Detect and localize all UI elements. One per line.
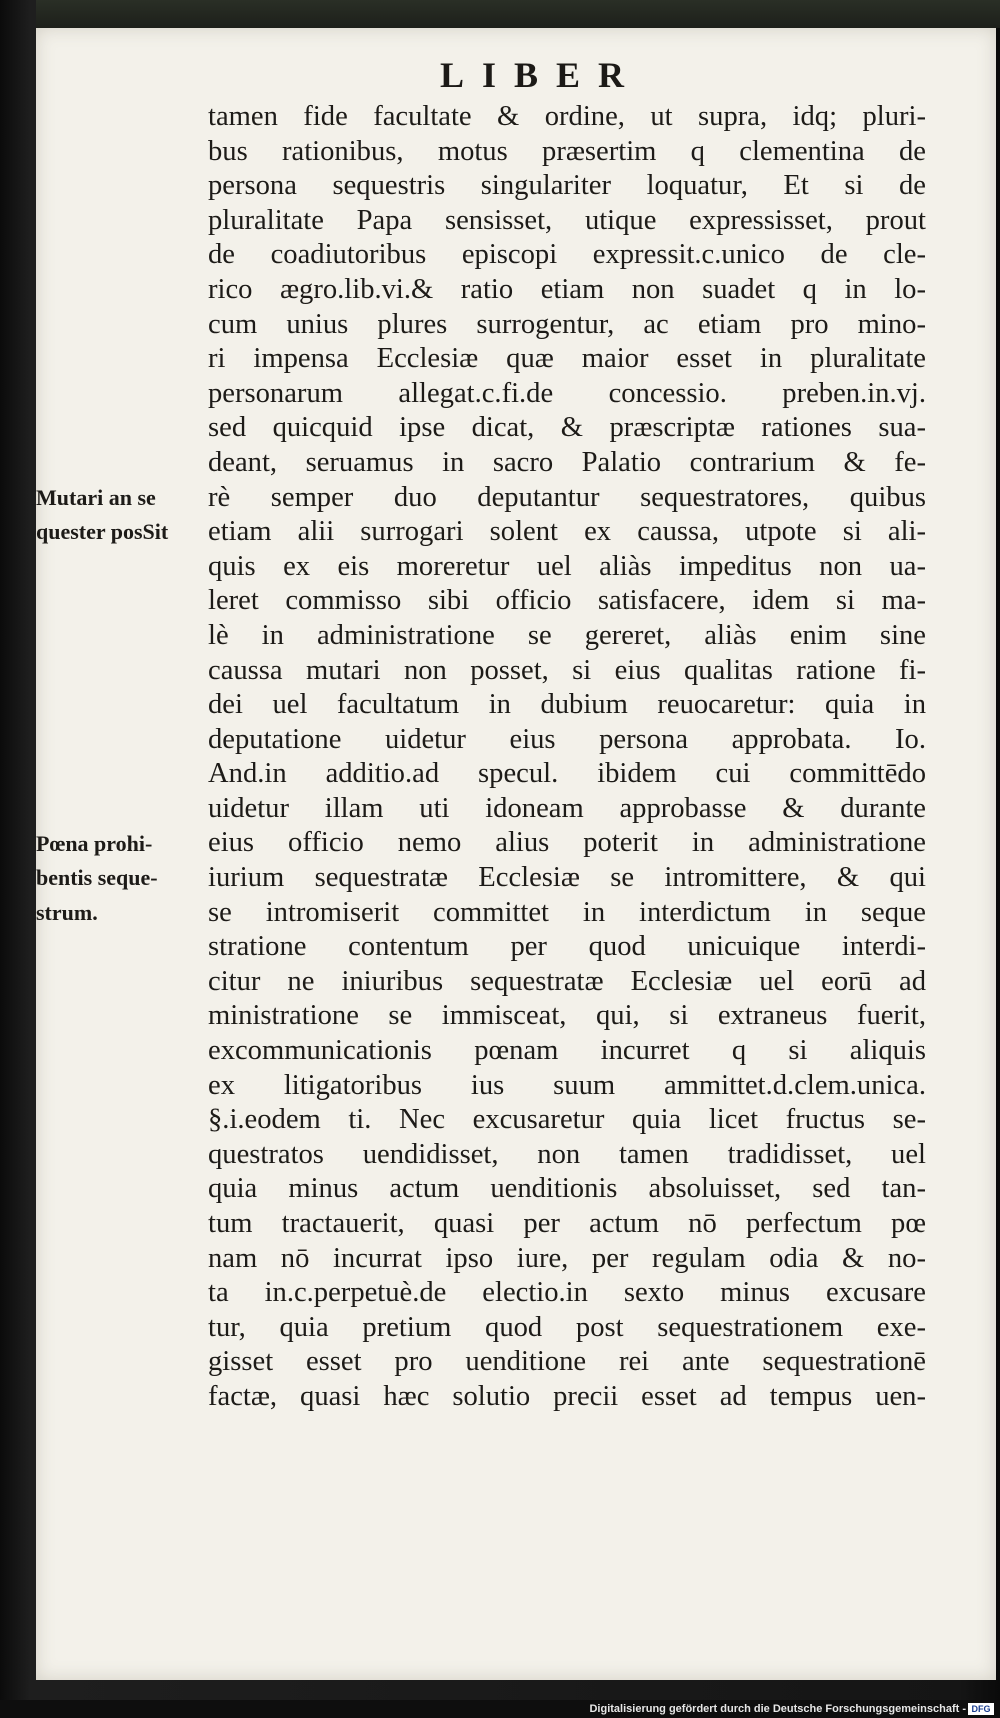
text-line: tum tractauerit, quasi per actum nō perfectum pœ (208, 1208, 926, 1239)
text-line: deputatione uidetur eius persona approbata. Io. (208, 723, 926, 755)
text-line: caussa mutari non posset, si eius qualitas ratione fi- (208, 654, 926, 686)
text-line: pluralitate Papa sensisset, utique expressisset, prout (208, 204, 926, 236)
text-line: rico ægro.lib.vi.& ratio etiam non suadet q in lo- (208, 273, 926, 305)
text-line: sed quicquid ipse dicat, & præscriptæ rationes sua- (208, 412, 926, 444)
text-line: tamen fide facultate & ordine, ut supra, idq; pluri- (208, 101, 926, 132)
margin-note-line: bentis seque- (36, 865, 158, 891)
running-head: LIBER (440, 55, 643, 95)
text-line: ta in.c.perpetuè.de electio.in sexto minus excusare (208, 1277, 926, 1309)
text-line: de coadiutoribus episcopi expressit.c.unico de cle- (208, 239, 926, 271)
text-line: persona sequestris singulariter loquatur, Et si de (208, 170, 926, 202)
margin-note (36, 827, 206, 931)
text-line: leret commisso sibi officio satisfacere, idem si ma- (208, 585, 926, 617)
margin-note-line: quester posSit (36, 519, 169, 545)
text-line: stratione contentum per quod unicuique interdi- (208, 931, 926, 963)
margin-note (36, 481, 206, 550)
margin-note-line: Mutari an se (36, 484, 156, 510)
text-line: dei uel facultatum in dubium reuocaretur: quia in (208, 689, 926, 721)
text-line: And.in additio.ad specul. ibidem cui committēdo (208, 758, 926, 790)
text-line: gisset esset pro uenditione rei ante sequestrationē (208, 1346, 926, 1378)
text-line: excommunicationis pœnam incurret q si aliquis (208, 1035, 926, 1067)
page-top-edge (36, 0, 1000, 28)
text-line: nam nō incurrat ipso iure, per regulam odia & no- (208, 1242, 926, 1274)
text-line: quis ex eis moreretur uel aliàs impeditus non ua- (208, 550, 926, 582)
text-line: uidetur illam uti idoneam approbasse & durante (208, 792, 926, 824)
text-line: citur ne iniuribus sequestratæ Ecclesiæ uel eorū ad (208, 965, 926, 997)
text-line: rè semper duo deputantur sequestratores, quibus (208, 481, 926, 513)
margin-note-line: strum. (36, 899, 98, 925)
text-line: §.i.eodem ti. Nec excusaretur quia licet fructus se- (208, 1104, 926, 1136)
text-line: se intromiserit committet in interdictum in seque (208, 896, 926, 928)
dfg-logo: DFG (968, 1703, 994, 1715)
text-line: ri impensa Ecclesiæ quæ maior esset in pluralitate (208, 343, 926, 375)
text-line: iurium sequestratæ Ecclesiæ se intromittere, & qui (208, 862, 926, 894)
text-line: questratos uendidisset, non tamen tradidisset, uel (208, 1138, 926, 1170)
text-line: quia minus actum uenditionis absoluisset, sed tan- (208, 1173, 926, 1205)
text-line: bus rationibus, motus præsertim q clementina de (208, 135, 926, 167)
text-line: ex litigatoribus ius suum ammittet.d.clem.unica. (208, 1069, 926, 1101)
text-line: cum unius plures surrogentur, ac etiam pro mino- (208, 308, 926, 340)
margin-note-line: Pœna prohi- (36, 830, 153, 856)
text-line: eius officio nemo alius poterit in administratione (208, 827, 926, 859)
text-line: factæ, quasi hæc solutio precii esset ad tempus uen- (208, 1380, 926, 1412)
text-line: lè in administratione se gereret, aliàs enim sine (208, 619, 926, 651)
body-text (208, 100, 926, 1415)
text-line: ministratione se immisceat, qui, si extraneus fuerit, (208, 1000, 926, 1032)
text-line: tur, quia pretium quod post sequestrationem exe- (208, 1311, 926, 1343)
text-line: etiam alii surrogari solent ex caussa, utpote si ali- (208, 516, 926, 548)
digitization-credit: Digitalisierung gefördert durch die Deutsche Forschungsgemeinschaft - (589, 1703, 966, 1715)
text-line: personarum allegat.c.fi.de concessio. preben.in.vj. (208, 377, 926, 409)
text-line: deant, seruamus in sacro Palatio contrarium & fe- (208, 446, 926, 478)
